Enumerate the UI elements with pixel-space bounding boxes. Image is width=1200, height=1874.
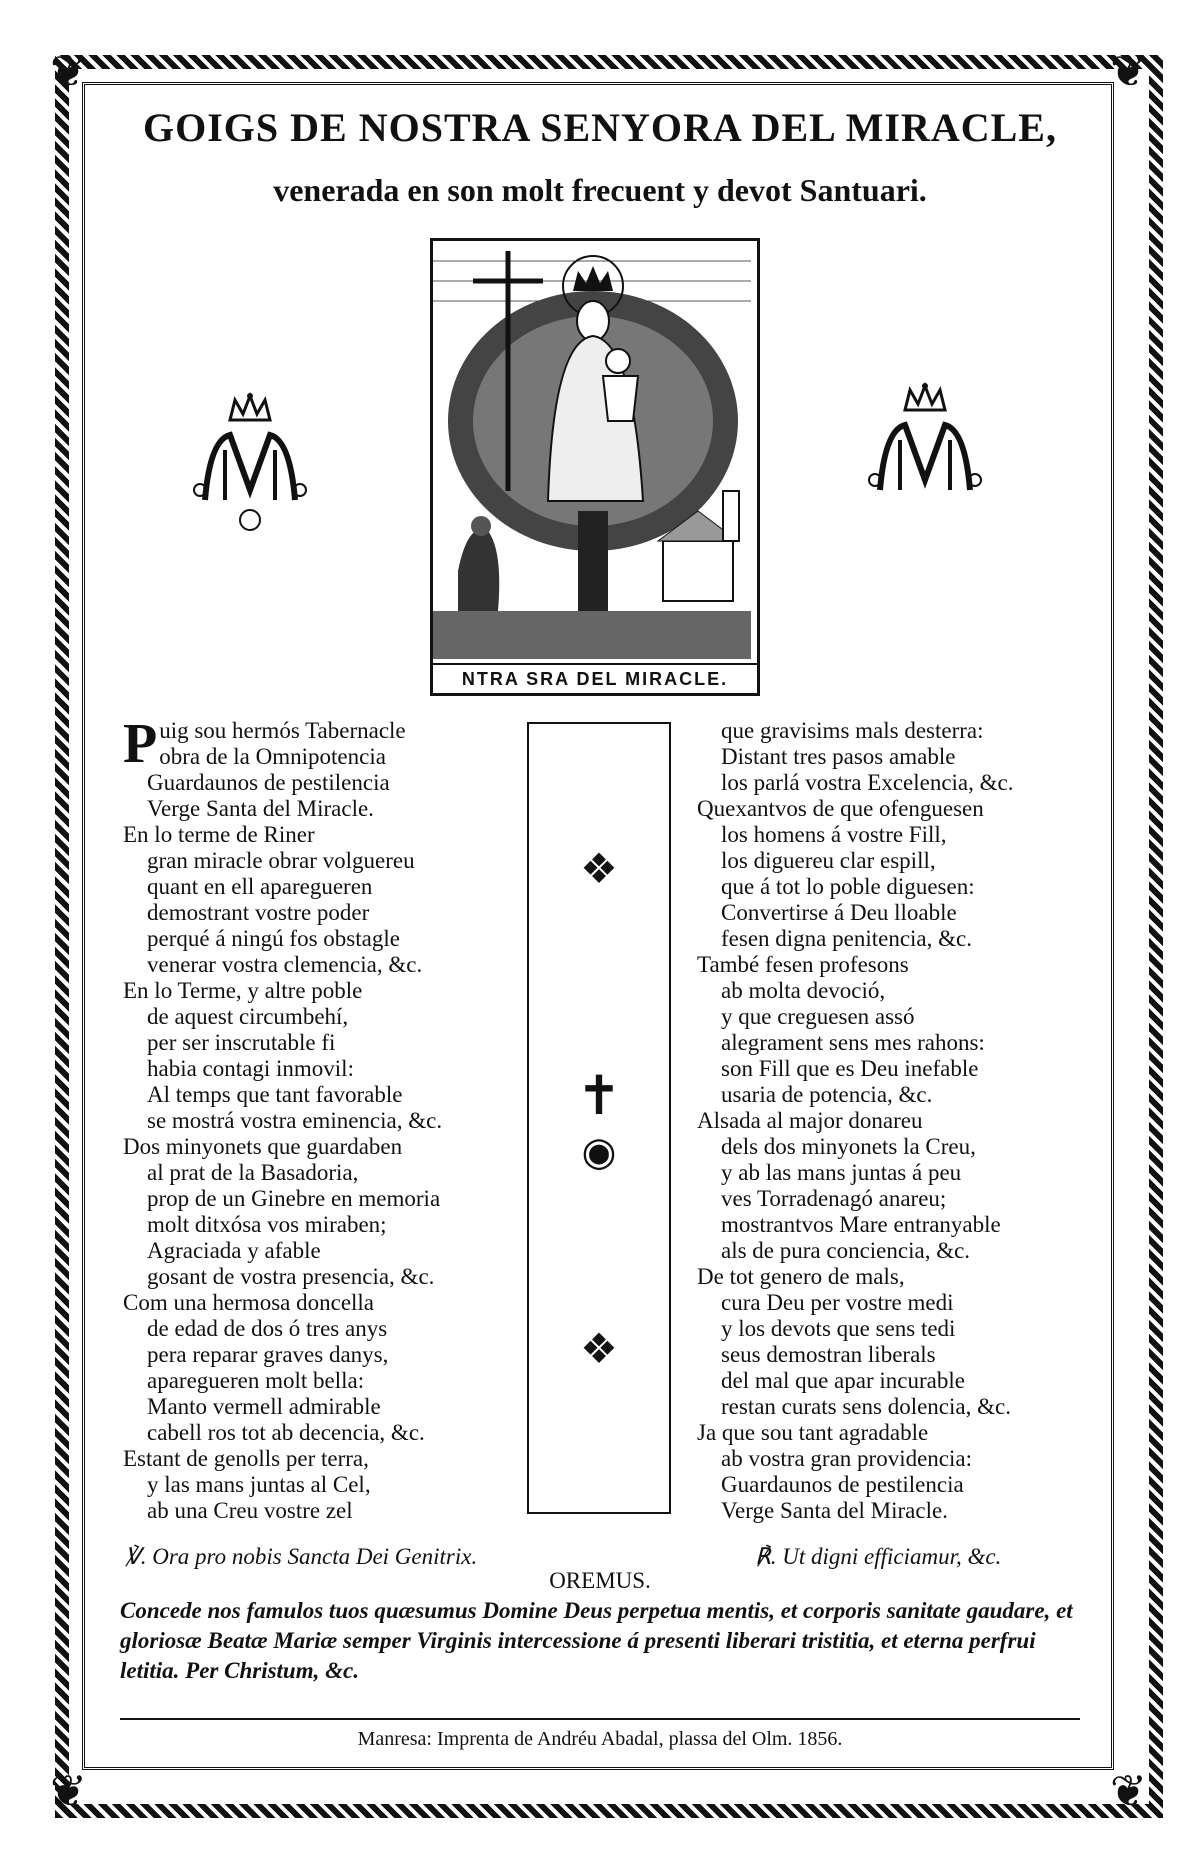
floral-rosette-icon: ❖ [580, 1324, 618, 1373]
divider [120, 1718, 1080, 1720]
verse-line: gran miracle obrar volguereu [147, 848, 415, 873]
prayer-text: Concede nos famulos tuos quæsumus Domine Deus perpetua mentis, et corporis sanitate gaudare, et gloriosæ Beatæ Mariæ semper Virginis intercessione á presenti liberari tristitia, et eterna perfrui letitia. Per Christum, &c. [120, 1598, 1073, 1683]
verse-line: demostrant vostre poder [147, 900, 370, 925]
ornamental-band [527, 722, 671, 1514]
verse-line: molt ditxósa vos miraben; [147, 1212, 387, 1237]
verse-line: Com una hermosa doncella [123, 1290, 375, 1315]
verses-right-column [697, 718, 1097, 1524]
floral-corner-icon: ❦ [50, 46, 87, 97]
verse-line: prop de un Ginebre en memoria [147, 1186, 441, 1211]
verse-line: Distant tres pasos amable [721, 744, 956, 769]
verse-line: cabell ros tot ab decencia, &c. [147, 1420, 425, 1445]
verse-line: ab una Creu vostre zel [147, 1498, 353, 1523]
floral-corner-icon: ❦ [50, 1766, 87, 1817]
versicle: ℣. Ora pro nobis Sancta Dei Genitrix. [125, 1544, 478, 1569]
page-subtitle: venerada en son molt frecuent y devot Santuari. [273, 172, 927, 208]
verse-line: dels dos minyonets la Creu, [721, 1134, 976, 1159]
verse-line: Alsada al major donareu [697, 1108, 923, 1133]
crown-icon [905, 383, 945, 410]
virgin-woodcut [430, 238, 760, 696]
oremus-heading: OREMUS. [549, 1568, 651, 1593]
verse-line: los diguereu clar espill, [721, 848, 936, 873]
verse-line: cura Deu per vostre medi [721, 1290, 954, 1315]
crown-icon [230, 393, 270, 420]
verse-line: de aquest circumbehí, [147, 1004, 349, 1029]
verse-line: al prat de la Basadoria, [147, 1160, 359, 1185]
verse-line: uig sou hermós Tabernacle [159, 718, 406, 743]
verse-line: Guardaunos de pestilencia [147, 770, 390, 795]
verse-line: seus demostran liberals [721, 1342, 936, 1367]
verse-line: Verge Santa del Miracle. [721, 1498, 948, 1523]
verse-line: perqué á ningú fos obstagle [147, 926, 400, 951]
verse-line: son Fill que es Deu inefable [721, 1056, 979, 1081]
verse-line: se mostrá vostra eminencia, &c. [147, 1108, 443, 1133]
verse-line: habia contagi inmovil: [147, 1056, 354, 1081]
verse-line: restan curats sens dolencia, &c. [721, 1394, 1011, 1419]
verse-line: als de pura conciencia, &c. [721, 1238, 971, 1263]
verses-left-column [123, 713, 523, 1524]
verse-line: los parlá vostra Excelencia, &c. [721, 770, 1014, 795]
verse-line: ab molta devoció, [721, 978, 886, 1003]
verse-line: Verge Santa del Miracle. [147, 796, 374, 821]
verse-line: Convertirse á Deu lloable [721, 900, 957, 925]
woodcut-caption: NTRA SRA DEL MIRACLE. [433, 663, 757, 693]
verse-line: per ser inscrutable fi [147, 1030, 336, 1055]
verse-line: que gravisims mals desterra: [721, 718, 984, 743]
verse-line: En lo terme de Riner [123, 822, 315, 847]
floral-corner-icon: ❦ [1110, 1766, 1147, 1817]
verse-line: En lo Terme, y altre poble [123, 978, 363, 1003]
verse-line: Ja que sou tant agradable [697, 1420, 929, 1445]
verse-line: Estant de genolls per terra, [123, 1446, 369, 1471]
verse-line: venerar vostra clemencia, &c. [147, 952, 423, 977]
verse-line: usaria de potencia, &c. [721, 1082, 933, 1107]
verse-line: que á tot lo poble diguesen: [721, 874, 975, 899]
verse-line: Guardaunos de pestilencia [721, 1472, 964, 1497]
verse-line: alegrament sens mes rahons: [721, 1030, 985, 1055]
verse-line: Agraciada y afable [147, 1238, 321, 1263]
verse-line: y los devots que sens tedi [721, 1316, 956, 1341]
marian-monogram-right [860, 380, 990, 530]
verse-line: obra de la Omnipotencia [159, 744, 386, 769]
verse-line: Al temps que tant favorable [147, 1082, 403, 1107]
verse-line: pera reparar graves danys, [147, 1342, 389, 1367]
verse-line: y las mans juntas al Cel, [147, 1472, 371, 1497]
verse-line: fesen digna penitencia, &c. [721, 926, 972, 951]
cross-orb-icon: ✝ [576, 1064, 622, 1127]
verse-line: També fesen profesons [697, 952, 909, 977]
verse-line: y ab las mans juntas á peu [721, 1160, 962, 1185]
verse-line: ab vostra gran providencia: [721, 1446, 972, 1471]
verse-line: mostrantvos Mare entranyable [721, 1212, 1001, 1237]
page-title: GOIGS DE NOSTRA SENYORA DEL MIRACLE, [143, 105, 1057, 150]
verse-line: Dos minyonets que guardaben [123, 1134, 403, 1159]
floral-corner-icon: ❦ [1110, 46, 1147, 97]
verse-line: Quexantvos de que ofenguesen [697, 796, 984, 821]
response: ℟. Ut digni efficiamur, &c. [755, 1544, 1002, 1569]
verse-line: de edad de dos ó tres anys [147, 1316, 388, 1341]
verse-line: quant en ell aparegueren [147, 874, 373, 899]
drop-cap: P [123, 713, 158, 775]
verse-line: aparegueren molt bella: [147, 1368, 365, 1393]
verse-line: Manto vermell admirable [147, 1394, 381, 1419]
verse-line: gosant de vostra presencia, &c. [147, 1264, 435, 1289]
imprint-line: Manresa: Imprenta de Andréu Abadal, plassa del Olm. 1856. [357, 1728, 843, 1750]
verse-line: del mal que apar incurable [721, 1368, 965, 1393]
verse-line: ves Torradenagó anareu; [721, 1186, 947, 1211]
verse-line: De tot genero de mals, [697, 1264, 905, 1289]
floral-rosette-icon: ❖ [580, 844, 618, 893]
marian-monogram-left [185, 390, 315, 540]
verse-line: los homens á vostre Fill, [721, 822, 947, 847]
verse-line: y que creguesen assó [721, 1004, 915, 1029]
globe-icon: ◉ [581, 1129, 617, 1175]
